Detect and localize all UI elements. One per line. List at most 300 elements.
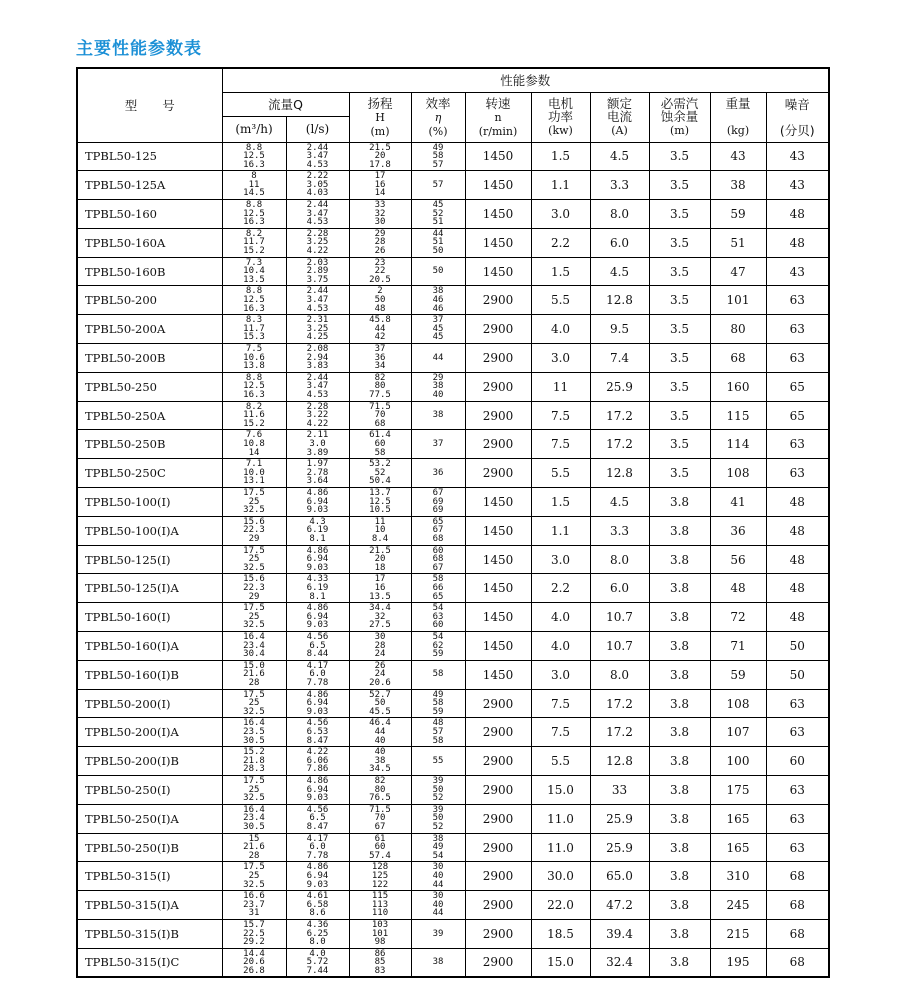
model-cell: TPBL50-250 xyxy=(77,372,222,401)
head-cell-value: 17.8 xyxy=(369,159,391,170)
efficiency-cell xyxy=(411,804,465,833)
efficiency-cell-value: 45 xyxy=(432,323,444,334)
head-cell xyxy=(349,574,411,603)
table-row xyxy=(77,660,829,689)
flow-ls-cell-value: 4.56 xyxy=(306,718,329,729)
npsh-cell: 3.5 xyxy=(649,142,710,171)
noise-cell: 63 xyxy=(766,430,829,459)
current-cell: 9.5 xyxy=(590,315,649,344)
flow-ls-cell xyxy=(286,718,349,747)
head-cell-value: 68 xyxy=(374,418,386,429)
flow-m3h-cell-value: 16.4 xyxy=(243,804,265,815)
head-cell xyxy=(349,344,411,373)
head-cell-value: 17 xyxy=(374,171,386,182)
head-cell-value: 14 xyxy=(374,188,386,199)
head-cell-value: 34.5 xyxy=(369,764,391,775)
flow-ls-cell-value: 4.22 xyxy=(306,418,329,429)
flow-m3h-cell xyxy=(222,401,286,430)
current-cell: 3.3 xyxy=(590,171,649,200)
model-cell: TPBL50-160(I) xyxy=(77,603,222,632)
model-cell: TPBL50-250(I)B xyxy=(77,833,222,862)
flow-m3h-cell-value: 28.3 xyxy=(243,764,265,775)
head-cell-value: 45.5 xyxy=(369,706,391,717)
speed-cell: 1450 xyxy=(465,142,531,171)
efficiency-cell-value: 44 xyxy=(432,228,444,239)
current-cell: 17.2 xyxy=(590,401,649,430)
head-cell-value: 30 xyxy=(374,632,386,643)
weight-header: 重量 (kg) xyxy=(710,92,766,142)
flow-ls-cell xyxy=(286,574,349,603)
flow-ls-cell xyxy=(286,228,349,257)
flow-ls-cell-value: 4.53 xyxy=(306,303,329,314)
power-cell: 1.1 xyxy=(531,516,590,545)
efficiency-cell-value: 58 xyxy=(432,574,444,585)
flow-ls-cell-value: 3.22 xyxy=(306,410,329,421)
head-cell-value: 110 xyxy=(371,908,389,919)
flow-ls-cell xyxy=(286,315,349,344)
efficiency-cell xyxy=(411,171,465,200)
flow-m3h-cell xyxy=(222,372,286,401)
efficiency-cell xyxy=(411,660,465,689)
flow-ls-cell-value: 2.44 xyxy=(306,286,329,297)
npsh-cell: 3.5 xyxy=(649,401,710,430)
npsh-cell: 3.5 xyxy=(649,372,710,401)
weight-cell: 59 xyxy=(710,200,766,229)
efficiency-cell-value: 49 xyxy=(432,142,444,153)
head-cell-value: 2 xyxy=(377,286,383,297)
flow-ls-cell-value: 6.94 xyxy=(306,496,329,507)
head-cell-value: 23 xyxy=(374,257,386,268)
flow-ls-cell xyxy=(286,200,349,229)
speed-cell: 1450 xyxy=(465,516,531,545)
flow-ls-cell-value: 3.25 xyxy=(306,237,329,248)
efficiency-cell-value: 44 xyxy=(432,879,444,890)
head-cell-value: 21.5 xyxy=(369,142,391,153)
flow-m3h-cell-value: 15.3 xyxy=(243,332,265,343)
head-cell xyxy=(349,804,411,833)
efficiency-cell xyxy=(411,286,465,315)
flow-m3h-cell-value: 32.5 xyxy=(243,706,265,717)
flow-m3h-cell xyxy=(222,200,286,229)
speed-cell: 1450 xyxy=(465,660,531,689)
flow-m3h-cell-value: 17.5 xyxy=(243,603,265,614)
head-cell-value: 44 xyxy=(374,727,386,738)
noise-cell: 48 xyxy=(766,545,829,574)
head-cell xyxy=(349,718,411,747)
head-cell-value: 32 xyxy=(374,208,386,219)
head-cell-value: 85 xyxy=(374,957,386,968)
head-cell-value: 122 xyxy=(371,879,389,890)
model-cell: TPBL50-200(I)B xyxy=(77,747,222,776)
flow-ls-cell-value: 4.36 xyxy=(306,920,329,931)
speed-cell: 2900 xyxy=(465,804,531,833)
npsh-cell: 3.8 xyxy=(649,804,710,833)
flow-ls-cell-value: 2.28 xyxy=(306,228,329,239)
power-cell: 4.0 xyxy=(531,603,590,632)
head-cell-value: 70 xyxy=(374,410,386,421)
flow-m3h-cell-value: 16.3 xyxy=(243,390,265,401)
efficiency-cell xyxy=(411,776,465,805)
efficiency-cell xyxy=(411,200,465,229)
flow-ls-cell-value: 6.19 xyxy=(306,583,329,594)
flow-m3h-cell-value: 26.8 xyxy=(243,965,265,976)
noise-cell: 63 xyxy=(766,833,829,862)
head-cell-value: 71.5 xyxy=(369,401,391,412)
performance-header: 性能参数 xyxy=(222,68,829,92)
flow-ls-cell-value: 4.53 xyxy=(306,390,329,401)
flow-m3h-cell-value: 21.6 xyxy=(243,669,265,680)
efficiency-cell-value: 55 xyxy=(432,755,444,766)
efficiency-cell-value: 40 xyxy=(432,899,444,910)
efficiency-cell xyxy=(411,920,465,949)
head-cell-value: 80 xyxy=(374,381,386,392)
head-cell-value: 33 xyxy=(374,200,386,211)
flow-m3h-cell-value: 8.8 xyxy=(245,372,263,383)
flow-m3h-cell-value: 22.3 xyxy=(243,583,265,594)
head-cell-value: 20 xyxy=(374,151,386,162)
power-cell: 7.5 xyxy=(531,430,590,459)
efficiency-cell-value: 40 xyxy=(432,871,444,882)
model-cell: TPBL50-250(I)A xyxy=(77,804,222,833)
flow-m3h-cell-value: 30.5 xyxy=(243,735,265,746)
noise-cell: 63 xyxy=(766,344,829,373)
power-cell: 1.1 xyxy=(531,171,590,200)
flow-ls-cell xyxy=(286,171,349,200)
power-cell: 2.2 xyxy=(531,574,590,603)
flow-m3h-cell-value: 8.8 xyxy=(245,286,263,297)
speed-cell: 2900 xyxy=(465,315,531,344)
table-row xyxy=(77,372,829,401)
npsh-cell: 3.5 xyxy=(649,430,710,459)
head-cell xyxy=(349,257,411,286)
model-cell: TPBL50-125(I) xyxy=(77,545,222,574)
flow-m3h-cell-value: 12.5 xyxy=(243,208,265,219)
table-row xyxy=(77,401,829,430)
efficiency-cell-value: 67 xyxy=(432,525,444,536)
weight-cell: 71 xyxy=(710,632,766,661)
flow-ls-cell xyxy=(286,804,349,833)
noise-cell: 63 xyxy=(766,776,829,805)
npsh-cell: 3.5 xyxy=(649,257,710,286)
model-cell: TPBL50-100(I)A xyxy=(77,516,222,545)
model-cell: TPBL50-315(I) xyxy=(77,862,222,891)
head-cell-value: 40 xyxy=(374,747,386,758)
head-cell xyxy=(349,286,411,315)
npsh-cell: 3.8 xyxy=(649,516,710,545)
flow-ls-cell xyxy=(286,372,349,401)
noise-cell: 68 xyxy=(766,862,829,891)
flow-m3h-cell-value: 7.6 xyxy=(245,430,263,441)
flow-ls-cell xyxy=(286,488,349,517)
noise-cell: 68 xyxy=(766,920,829,949)
flow-m3h-cell-value: 7.1 xyxy=(245,459,263,470)
flow-ls-cell-value: 3.83 xyxy=(306,361,329,372)
model-cell: TPBL50-160(I)A xyxy=(77,632,222,661)
weight-cell: 215 xyxy=(710,920,766,949)
noise-cell: 65 xyxy=(766,372,829,401)
current-cell: 17.2 xyxy=(590,718,649,747)
head-cell-value: 18 xyxy=(374,562,386,573)
speed-cell: 2900 xyxy=(465,747,531,776)
weight-cell: 108 xyxy=(710,689,766,718)
head-cell-value: 20 xyxy=(374,554,386,565)
head-cell-value: 12.5 xyxy=(369,496,391,507)
flow-m3h-cell-value: 23.4 xyxy=(243,813,265,824)
flow-m3h-cell-value: 32.5 xyxy=(243,879,265,890)
flow-m3h-cell-value: 23.7 xyxy=(243,899,265,910)
flow-m3h-cell-value: 15.0 xyxy=(243,660,265,671)
flow-ls-cell-value: 4.86 xyxy=(306,545,329,556)
speed-cell: 2900 xyxy=(465,920,531,949)
weight-cell: 59 xyxy=(710,660,766,689)
flow-m3h-cell-value: 20.6 xyxy=(243,957,265,968)
efficiency-cell-value: 40 xyxy=(432,390,444,401)
head-cell-value: 42 xyxy=(374,332,386,343)
efficiency-cell-value: 60 xyxy=(432,620,444,631)
flow-m3h-cell xyxy=(222,286,286,315)
flow-m3h-cell-value: 8.2 xyxy=(245,228,263,239)
head-cell-value: 76.5 xyxy=(369,793,391,804)
head-cell-value: 82 xyxy=(374,372,386,383)
flow-ls-cell-value: 6.53 xyxy=(306,727,329,738)
flow-ls-cell-value: 3.25 xyxy=(306,323,329,334)
flow-ls-cell-value: 4.33 xyxy=(306,574,329,585)
weight-cell: 107 xyxy=(710,718,766,747)
power-cell: 3.0 xyxy=(531,545,590,574)
flow-ls-cell-value: 8.44 xyxy=(306,649,329,660)
efficiency-cell xyxy=(411,257,465,286)
head-cell-value: 103 xyxy=(371,920,389,931)
efficiency-cell-value: 49 xyxy=(432,689,444,700)
head-cell-value: 60 xyxy=(374,842,386,853)
flow-m3h-cell-value: 8.8 xyxy=(245,200,263,211)
power-cell: 7.5 xyxy=(531,401,590,430)
head-cell xyxy=(349,142,411,171)
head-cell-value: 53.2 xyxy=(369,459,391,470)
npsh-cell: 3.8 xyxy=(649,488,710,517)
flow-ls-cell-value: 2.28 xyxy=(306,401,329,412)
power-cell: 3.0 xyxy=(531,344,590,373)
flow-m3h-cell-value: 32.5 xyxy=(243,620,265,631)
flow-m3h-cell-value: 13.5 xyxy=(243,274,265,285)
table-row xyxy=(77,315,829,344)
flow-m3h-cell xyxy=(222,488,286,517)
head-cell-value: 86 xyxy=(374,948,386,959)
noise-cell: 43 xyxy=(766,171,829,200)
head-cell xyxy=(349,228,411,257)
flow-ls-cell-value: 7.78 xyxy=(306,678,329,689)
flow-m3h-cell-value: 22.3 xyxy=(243,525,265,536)
flow-ls-cell-value: 9.03 xyxy=(306,505,329,516)
weight-cell: 310 xyxy=(710,862,766,891)
flow-ls-cell xyxy=(286,286,349,315)
flow-m3h-cell-value: 25 xyxy=(248,698,260,709)
head-cell xyxy=(349,948,411,977)
flow-ls-cell xyxy=(286,747,349,776)
noise-cell: 48 xyxy=(766,516,829,545)
efficiency-cell-value: 48 xyxy=(432,718,444,729)
noise-cell: 65 xyxy=(766,401,829,430)
flow-m3h-cell-value: 16.3 xyxy=(243,303,265,314)
head-cell xyxy=(349,488,411,517)
head-cell-value: 13.7 xyxy=(369,488,391,499)
flow-ls-cell-value: 8.0 xyxy=(309,937,326,948)
flow-ls-cell xyxy=(286,545,349,574)
table-row xyxy=(77,257,829,286)
efficiency-cell-value: 30 xyxy=(432,862,444,873)
head-cell-value: 28 xyxy=(374,237,386,248)
model-cell: TPBL50-200 xyxy=(77,286,222,315)
npsh-cell: 3.8 xyxy=(649,891,710,920)
speed-cell: 1450 xyxy=(465,228,531,257)
efficiency-cell-value: 62 xyxy=(432,640,444,651)
efficiency-cell-value: 69 xyxy=(432,496,444,507)
flow-m3h-cell-value: 14.5 xyxy=(243,188,265,199)
efficiency-cell-value: 67 xyxy=(432,488,444,499)
table-row xyxy=(77,142,829,171)
efficiency-cell-value: 59 xyxy=(432,649,444,660)
power-cell: 7.5 xyxy=(531,718,590,747)
flow-m3h-cell xyxy=(222,545,286,574)
noise-cell: 63 xyxy=(766,804,829,833)
flow-ls-cell-value: 2.44 xyxy=(306,200,329,211)
current-cell: 4.5 xyxy=(590,488,649,517)
speed-cell: 2900 xyxy=(465,459,531,488)
efficiency-cell xyxy=(411,747,465,776)
flow-ls-cell-value: 4.53 xyxy=(306,159,329,170)
efficiency-cell-value: 38 xyxy=(432,833,444,844)
flow-ls-cell xyxy=(286,344,349,373)
weight-cell: 43 xyxy=(710,142,766,171)
speed-cell: 1450 xyxy=(465,488,531,517)
npsh-cell: 3.8 xyxy=(649,920,710,949)
efficiency-cell xyxy=(411,488,465,517)
table-body xyxy=(77,142,829,977)
current-cell: 6.0 xyxy=(590,574,649,603)
flow-m3h-cell xyxy=(222,920,286,949)
table-row xyxy=(77,689,829,718)
flow-ls-cell-value: 6.5 xyxy=(309,640,326,651)
efficiency-cell-value: 57 xyxy=(432,159,444,170)
head-cell-value: 26 xyxy=(374,246,386,257)
flow-m3h-cell-value: 11.6 xyxy=(243,410,265,421)
efficiency-cell-value: 36 xyxy=(432,467,444,478)
npsh-cell: 3.8 xyxy=(649,833,710,862)
head-cell-value: 50 xyxy=(374,295,386,306)
speed-cell: 1450 xyxy=(465,200,531,229)
npsh-cell: 3.5 xyxy=(649,286,710,315)
model-cell: TPBL50-125A xyxy=(77,171,222,200)
flow-m3h-cell xyxy=(222,459,286,488)
flow-ls-cell-value: 6.06 xyxy=(306,755,329,766)
head-cell-value: 67 xyxy=(374,822,386,833)
flow-m3h-cell-value: 15.2 xyxy=(243,747,265,758)
power-cell: 5.5 xyxy=(531,286,590,315)
npsh-cell: 3.5 xyxy=(649,344,710,373)
flow-ls-cell-value: 2.22 xyxy=(306,171,329,182)
efficiency-cell-value: 30 xyxy=(432,891,444,902)
flow-ls-cell-value: 2.03 xyxy=(306,257,329,268)
head-cell xyxy=(349,401,411,430)
efficiency-cell xyxy=(411,574,465,603)
speed-cell: 2900 xyxy=(465,286,531,315)
flow-m3h-cell-value: 15.6 xyxy=(243,574,265,585)
weight-cell: 36 xyxy=(710,516,766,545)
head-cell-value: 40 xyxy=(374,735,386,746)
current-cell: 12.8 xyxy=(590,459,649,488)
head-cell xyxy=(349,200,411,229)
head-cell-value: 44 xyxy=(374,323,386,334)
flow-m3h-cell-value: 17.5 xyxy=(243,488,265,499)
flow-m3h-cell-value: 12.5 xyxy=(243,295,265,306)
head-cell-value: 20.6 xyxy=(369,678,391,689)
flow-ls-cell xyxy=(286,689,349,718)
head-cell-value: 52 xyxy=(374,467,386,478)
table-row xyxy=(77,948,829,977)
table-row xyxy=(77,488,829,517)
flow-m3h-cell xyxy=(222,718,286,747)
flow-m3h-cell-value: 31 xyxy=(248,908,260,919)
flow-ls-cell-value: 8.47 xyxy=(306,822,329,833)
current-cell: 12.8 xyxy=(590,286,649,315)
npsh-cell: 3.8 xyxy=(649,574,710,603)
npsh-cell: 3.8 xyxy=(649,776,710,805)
flow-ls-cell-value: 4.3 xyxy=(309,516,326,527)
efficiency-cell-value: 68 xyxy=(432,534,444,545)
efficiency-cell-value: 54 xyxy=(432,632,444,643)
current-cell: 4.5 xyxy=(590,142,649,171)
flow-ls-cell-value: 2.44 xyxy=(306,142,329,153)
flow-m3h-cell-value: 14 xyxy=(248,447,260,458)
flow-m3h-cell-value: 17.5 xyxy=(243,689,265,700)
flow-m3h-cell-value: 29 xyxy=(248,591,260,602)
flow-m3h-cell-value: 16.4 xyxy=(243,718,265,729)
weight-cell: 80 xyxy=(710,315,766,344)
head-cell-value: 34 xyxy=(374,361,386,372)
flow-ls-cell-value: 2.44 xyxy=(306,372,329,383)
flow-ls-cell-value: 4.56 xyxy=(306,632,329,643)
flow-m3h-cell xyxy=(222,776,286,805)
current-cell: 8.0 xyxy=(590,545,649,574)
weight-cell: 114 xyxy=(710,430,766,459)
head-cell-value: 125 xyxy=(371,871,389,882)
current-cell: 10.7 xyxy=(590,632,649,661)
flow-m3h-cell xyxy=(222,747,286,776)
flow-ls-cell-value: 8.1 xyxy=(309,591,326,602)
noise-header: 噪音 (分贝) xyxy=(766,92,829,142)
flow-ls-cell-value: 3.47 xyxy=(306,208,329,219)
flow-ls-cell-value: 6.19 xyxy=(306,525,329,536)
head-cell-value: 11 xyxy=(374,516,386,527)
flow-ls-cell xyxy=(286,833,349,862)
weight-cell: 48 xyxy=(710,574,766,603)
flow-m3h-cell-value: 28 xyxy=(248,678,260,689)
flow-header: 流量Q xyxy=(222,92,349,116)
noise-cell: 50 xyxy=(766,660,829,689)
power-cell: 1.5 xyxy=(531,488,590,517)
npsh-cell: 3.8 xyxy=(649,689,710,718)
table-row xyxy=(77,862,829,891)
flow-m3h-cell xyxy=(222,891,286,920)
flow-m3h-cell-value: 17.5 xyxy=(243,862,265,873)
flow-m3h-cell xyxy=(222,948,286,977)
efficiency-cell-value: 38 xyxy=(432,381,444,392)
weight-cell: 195 xyxy=(710,948,766,977)
efficiency-cell-value: 58 xyxy=(432,151,444,162)
flow-m3h-cell-value: 30.4 xyxy=(243,649,265,660)
flow-ls-cell-value: 1.97 xyxy=(306,459,329,470)
noise-cell: 68 xyxy=(766,891,829,920)
